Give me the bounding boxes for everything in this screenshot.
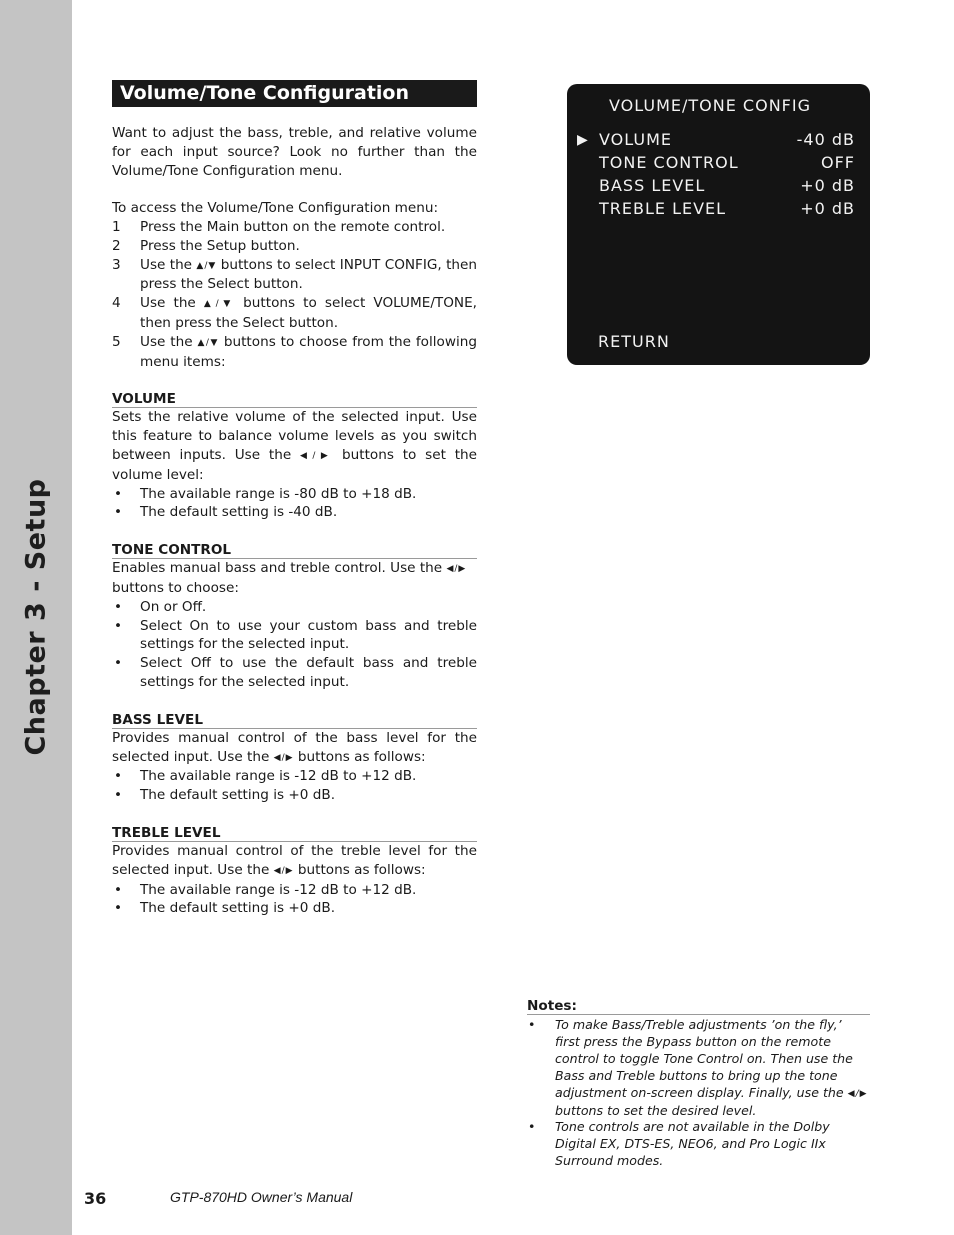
tone-control-bullets bbox=[112, 598, 477, 692]
treble-level-bullets bbox=[112, 881, 477, 919]
tone-control-heading: TONE CONTROL bbox=[112, 542, 477, 559]
left-right-arrows-icon: ◀/▶ bbox=[847, 1088, 868, 1099]
bass-level-heading: BASS LEVEL bbox=[112, 712, 477, 729]
list-item: • On or Off. bbox=[114, 598, 207, 615]
access-steps bbox=[112, 218, 477, 371]
osd-menu-screen bbox=[567, 84, 870, 365]
up-down-arrows-icon: ▲/▼ bbox=[196, 260, 217, 271]
manual-title: GTP-870HD Owner’s Manual bbox=[170, 1189, 353, 1205]
left-right-arrows-icon: ◀/▶ bbox=[446, 564, 467, 575]
section-title: Volume/Tone Configuration bbox=[112, 80, 477, 107]
list-item: • The available range is -80 dB to +18 dB. bbox=[114, 485, 417, 502]
osd-row-bass-level: BASS LEVEL +0 dB bbox=[599, 176, 855, 195]
up-down-arrows-icon: ▲/▼ bbox=[203, 299, 236, 310]
up-down-arrows-icon: ▲/▼ bbox=[197, 337, 219, 348]
treble-level-description: Provides manual control of the treble level for the selected input. Use the ◀/▶ buttons as follows: bbox=[112, 842, 477, 878]
osd-row-treble-level: TREBLE LEVEL +0 dB bbox=[599, 199, 855, 218]
left-right-arrows-icon: ◀/▶ bbox=[299, 450, 334, 461]
intro-paragraph: Want to adjust the bass, treble, and relative volume for each input source? Look no further than the Volume/Tone Configuration menu. bbox=[112, 125, 477, 179]
list-item: • The default setting is -40 dB. bbox=[114, 504, 338, 521]
left-right-arrows-icon: ◀/▶ bbox=[273, 865, 294, 876]
volume-heading: VOLUME bbox=[112, 391, 477, 408]
notes-list bbox=[527, 1017, 870, 1170]
osd-return: RETURN bbox=[598, 332, 670, 351]
chapter-sidebar bbox=[0, 0, 72, 1235]
step-item: 1 Press the Main button on the remote control. bbox=[112, 218, 446, 235]
step-item: 4 Use the ▲/▼ buttons to select VOLUME/TONE, then press the Select button. bbox=[112, 295, 477, 331]
step-item: 2 Press the Setup button. bbox=[112, 237, 300, 254]
volume-bullets bbox=[112, 485, 477, 523]
chapter-label: Chapter 3 - Setup bbox=[20, 478, 52, 756]
left-right-arrows-icon: ◀/▶ bbox=[273, 752, 294, 763]
note-item: • To make Bass/Treble adjustments ’on the fly,’ first press the Bypass button on the remote control to toggle Tone Control on. Then use the Bass and Treble buttons to bring up the tone adjustment on-screen display. Finally, use the ◀/▶ buttons to set the desired level. bbox=[528, 1017, 868, 1118]
step-item: 5 Use the ▲/▼ buttons to choose from the following menu items: bbox=[112, 333, 477, 370]
menu-cursor-icon: ▶ bbox=[577, 132, 589, 148]
notes-heading: Notes: bbox=[527, 999, 870, 1015]
osd-row-tone-control: TONE CONTROL OFF bbox=[599, 153, 855, 172]
volume-description: Sets the relative volume of the selected input. Use this feature to balance volume levels as you switch between inputs. Use the ◀/▶ buttons to set the volume level: bbox=[112, 409, 477, 483]
main-column bbox=[112, 80, 477, 918]
list-item: • The default setting is +0 dB. bbox=[114, 900, 336, 917]
list-item: • Select On to use your custom bass and treble settings for the selected input. bbox=[114, 617, 477, 653]
list-item: • The default setting is +0 dB. bbox=[114, 787, 336, 804]
access-heading: To access the Volume/Tone Configuration menu: bbox=[112, 200, 439, 217]
list-item: • Select Off to use the default bass and treble settings for the selected input. bbox=[114, 655, 477, 690]
osd-title: VOLUME/TONE CONFIG bbox=[609, 96, 811, 115]
step-item: 3 Use the ▲/▼ buttons to select INPUT CONFIG, then press the Select button. bbox=[112, 256, 478, 293]
notes-box bbox=[527, 999, 870, 1170]
page-number: 36 bbox=[84, 1189, 107, 1208]
list-item: • The available range is -12 dB to +12 dB. bbox=[114, 768, 417, 785]
note-item: • Tone controls are not available in the Dolby Digital EX, DTS-ES, NEO6, and Pro Logic IIx Surround modes. bbox=[528, 1119, 830, 1169]
bass-level-description: Provides manual control of the bass level for the selected input. Use the ◀/▶ buttons as follows: bbox=[112, 729, 477, 765]
list-item: • The available range is -12 dB to +12 dB. bbox=[114, 881, 417, 898]
tone-control-description: Enables manual bass and treble control. Use the ◀/▶ buttons to choose: bbox=[112, 560, 467, 596]
osd-row-volume: VOLUME -40 dB bbox=[599, 130, 855, 149]
treble-level-heading: TREBLE LEVEL bbox=[112, 825, 477, 842]
bass-level-bullets bbox=[112, 767, 477, 805]
